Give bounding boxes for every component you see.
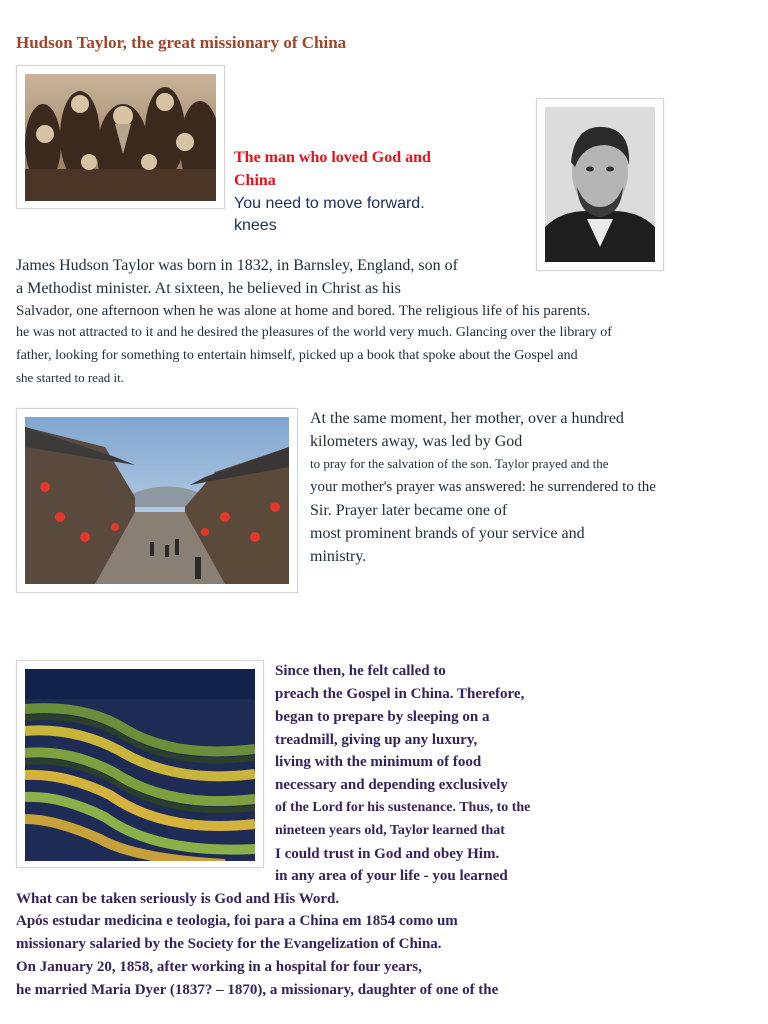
- paragraph3-line: he married Maria Dyer (1837? – 1870), a missionary, daughter of one of the: [16, 982, 499, 998]
- page-title: Hudson Taylor, the great missionary of China: [16, 33, 347, 52]
- subline-line: You need to move forward.: [234, 195, 425, 212]
- paragraph2-line: your mother's prayer was answered: he surrendered to the: [310, 479, 656, 495]
- paragraph1-line: he was not attracted to it and he desired the pleasures of the world very much. Glancing over the library of: [16, 325, 612, 340]
- tagline-line: China: [234, 172, 276, 189]
- paragraph3-line: Após estudar medicina e teologia, foi para a China em 1854 como um: [16, 913, 458, 929]
- street-photo: [16, 408, 298, 593]
- paragraph2-line: to pray for the salvation of the son. Taylor prayed and the: [310, 456, 609, 471]
- paragraph3-line: began to prepare by sleeping on a: [275, 709, 490, 725]
- paragraph1-line: father, looking for something to entertain himself, picked up a book that spoke about the Gospel and: [16, 348, 578, 363]
- tagline-line: The man who loved God and: [234, 149, 431, 166]
- paragraph3-line: missionary salaried by the Society for the Evangelization of China.: [16, 936, 442, 952]
- paragraph1-line: James Hudson Taylor was born in 1832, in Barnsley, England, son of: [16, 257, 458, 274]
- group-photo: [16, 65, 225, 209]
- paragraph3-line: preach the Gospel in China. Therefore,: [275, 686, 525, 702]
- paragraph1-line: a Methodist minister. At sixteen, he believed in Christ as his: [16, 280, 401, 297]
- paragraph3-line: On January 20, 1858, after working in a hospital for four years,: [16, 959, 422, 975]
- paragraph2-line: Sir. Prayer later became one of: [310, 502, 508, 519]
- subline-line: knees: [234, 217, 277, 234]
- paragraph3-line: I could trust in God and obey Him.: [275, 846, 500, 862]
- paragraph3-line: of the Lord for his sustenance. Thus, to the: [275, 800, 531, 815]
- terraces-photo: [16, 660, 264, 868]
- paragraph1-line: Salvador, one afternoon when he was alone at home and bored. The religious life of his parents.: [16, 303, 591, 319]
- paragraph2-line: At the same moment, her mother, over a hundred: [310, 410, 624, 427]
- paragraph3-line: living with the minimum of food: [275, 754, 482, 770]
- paragraph3-line: treadmill, giving up any luxury,: [275, 732, 478, 748]
- paragraph3-line: necessary and depending exclusively: [275, 777, 508, 793]
- paragraph2-line: kilometers away, was led by God: [310, 433, 523, 450]
- paragraph1-line: she started to read it.: [16, 370, 124, 385]
- paragraph3-line: Since then, he felt called to: [275, 663, 446, 679]
- paragraph3-line: What can be taken seriously is God and His Word.: [16, 891, 340, 907]
- paragraph3-line: in any area of your life - you learned: [275, 868, 508, 884]
- paragraph2-line: most prominent brands of your service and: [310, 525, 585, 542]
- paragraph2-line: ministry.: [310, 548, 367, 565]
- paragraph3-line: nineteen years old, Taylor learned that: [275, 823, 505, 838]
- portrait-photo: [536, 98, 664, 271]
